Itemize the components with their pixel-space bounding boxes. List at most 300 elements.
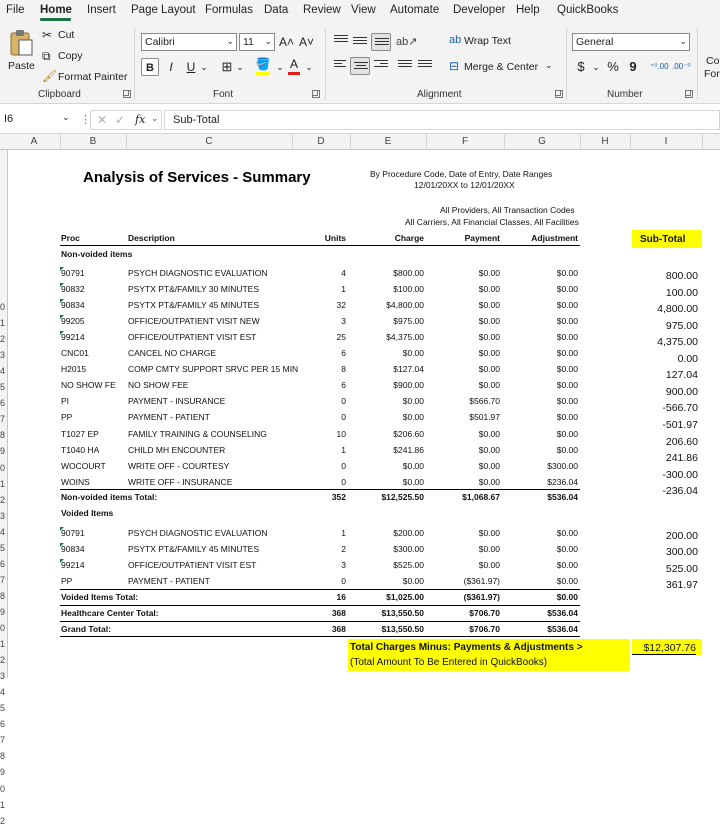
row-header[interactable]: 7 [0,735,6,746]
proc-cell[interactable]: T1027 EP [61,428,99,439]
nonvoided-total-payment: $1,068.67 [462,492,500,502]
format-painter-label: Format Painter [58,71,128,83]
proc-cell[interactable]: 99214 [61,560,85,570]
report-filter-providers: All Providers, All Transaction Codes [440,205,575,215]
description-cell[interactable]: PSYTX PT&/FAMILY 30 MINUTES [128,284,259,295]
copy-button[interactable] [42,49,102,63]
charge-cell[interactable]: $975.00 [393,316,424,327]
column-header-f[interactable]: F [461,136,469,147]
adjustment-cell[interactable]: $0.00 [556,560,578,570]
row-header[interactable]: 6 [0,398,6,409]
adjustment-cell[interactable]: $300.00 [547,460,578,471]
description-cell[interactable]: WRITE OFF - INSURANCE [128,476,233,487]
percent-button[interactable]: % [607,59,619,74]
units-cell[interactable]: 3 [341,560,346,570]
units-cell[interactable]: 0 [341,476,346,487]
column-header-c[interactable]: C [205,136,213,147]
column-header-g[interactable]: G [538,136,546,147]
row-header[interactable]: 0 [0,462,6,473]
payment-cell[interactable]: $566.70 [469,396,500,407]
borders-icon[interactable]: ⊞ [221,59,233,74]
units-cell[interactable]: 4 [341,268,346,278]
description-cell[interactable]: COMP CMTY SUPPORT SRVC PER 15 MIN [128,364,299,375]
chevron-down-icon[interactable]: ⌄ [276,62,284,72]
section-voided: Voided Items [61,508,114,518]
row-header[interactable]: 8 [0,430,6,441]
currency-button[interactable]: $ [577,59,585,74]
payment-cell[interactable]: $0.00 [478,380,500,391]
adjustment-cell[interactable]: $0.00 [556,396,578,407]
row-header[interactable]: 0 [0,302,6,312]
report-filter-carriers: All Carriers, All Financial Classes, All Facilities [405,217,579,227]
proc-cell[interactable]: WOCOURT [61,460,106,471]
font-name-value: Calibri [145,36,175,48]
adjustment-cell[interactable]: $0.00 [556,444,578,455]
subtotal-cell[interactable]: 300.00 [665,546,698,559]
charge-cell[interactable]: $800.00 [393,268,424,278]
chevron-down-icon: ⌄ [62,112,70,122]
units-cell[interactable]: 1 [341,444,346,455]
header-proc: Proc [61,233,80,243]
nonvoided-total-label: Non-voided items Total: [61,492,158,502]
column-header-d[interactable]: D [317,136,325,147]
proc-cell[interactable]: T1040 HA [61,444,100,455]
row-header[interactable]: 2 [0,494,6,505]
chevron-down-icon: ⌄ [226,36,234,46]
scissors-icon: ✂ [42,28,53,42]
proc-cell[interactable]: 90834 [61,300,85,311]
proc-cell[interactable]: PI [61,396,70,407]
units-cell[interactable]: 0 [341,576,346,586]
menu-home[interactable]: Home [40,4,72,16]
increase-decimal-icon[interactable]: ⁺⁰.00 [650,62,669,71]
conditional-format-label[interactable]: Co [706,55,720,67]
formula-controls [90,110,162,130]
payment-cell[interactable]: $0.00 [478,460,500,471]
units-cell[interactable]: 6 [341,380,346,391]
voided-total-payment: ($361.97) [463,592,500,602]
header-units: Units [324,233,346,243]
row-header[interactable]: 9 [0,446,6,457]
divider [325,28,326,100]
proc-cell[interactable]: PP [61,576,73,586]
adjustment-cell[interactable]: $0.00 [556,332,578,343]
adjustment-cell[interactable]: $236.04 [547,476,578,487]
units-cell[interactable]: 8 [341,364,346,375]
description-cell[interactable]: PAYMENT - INSURANCE [128,396,226,407]
cut-label: Cut [58,29,75,41]
orientation-icon[interactable]: ab↗ [396,36,418,48]
footer-total[interactable]: $12,307.76 [632,642,696,655]
charge-cell[interactable]: $241.86 [393,444,424,455]
wrap-text-button[interactable] [449,34,519,50]
menu-bar [0,0,720,22]
font-group-label: Font [213,89,234,100]
menu-help[interactable]: Help [516,4,540,16]
subtotal-cell[interactable]: 200.00 [665,530,698,542]
units-cell[interactable]: 0 [341,412,346,423]
units-cell[interactable]: 1 [341,284,346,295]
menu-formulas[interactable]: Formulas [205,4,253,16]
clipboard-launcher-icon[interactable] [123,90,131,98]
description-cell[interactable]: PSYTX PT&/FAMILY 45 MINUTES [128,300,259,311]
row-header[interactable]: 6 [0,558,6,569]
row-header[interactable]: 7 [0,574,6,585]
adjustment-cell[interactable]: $0.00 [556,380,578,391]
units-cell[interactable]: 3 [341,316,346,327]
charge-cell[interactable]: $0.00 [402,396,424,407]
row-headers [0,150,8,826]
voided-total-units: 16 [336,592,346,602]
confirm-icon[interactable]: ✓ [115,113,126,127]
grand-total-adjustment: $536.04 [547,624,578,634]
number-group-label: Number [607,89,643,100]
row-header[interactable]: 5 [0,703,6,714]
chevron-down-icon[interactable]: ⌄ [200,62,208,72]
charge-cell[interactable]: $127.04 [393,364,424,375]
menu-developer[interactable]: Developer [453,4,506,16]
voided-total-adjustment: $0.00 [556,592,578,602]
payment-cell[interactable]: $0.00 [478,544,500,554]
active-tab-indicator [40,18,71,21]
nonvoided-total-charge: $12,525.50 [381,492,424,502]
subtotal-cell[interactable]: 0.00 [677,352,698,365]
divider [697,28,698,100]
description-cell[interactable]: PSYCH DIAGNOSTIC EVALUATION [128,528,268,538]
header-charge: Charge [394,233,424,243]
description-cell[interactable]: NO SHOW FEE [128,380,189,391]
row-header[interactable]: 0 [0,623,6,633]
menu-insert[interactable]: Insert [87,4,116,16]
subtotal-cell[interactable]: 206.60 [665,435,698,448]
subtotal-cell[interactable]: 4,800.00 [657,303,698,316]
payment-cell[interactable]: $0.00 [478,528,500,538]
header-adjustment: Adjustment [531,233,578,243]
center-total-units: 368 [331,608,346,618]
payment-cell[interactable]: $501.97 [469,412,500,423]
chevron-down-icon[interactable]: ⌄ [592,62,600,72]
row-header[interactable]: 7 [0,414,6,425]
subtotal-cell[interactable]: 800.00 [665,270,698,282]
nonvoided-total-adjustment: $536.04 [547,492,578,502]
decrease-decimal-icon[interactable]: .00⁻⁰ [672,62,691,71]
merge-center-button[interactable] [449,60,553,76]
wrap-text-label: Wrap Text [464,35,511,47]
subtotal-cell[interactable]: 100.00 [665,286,698,299]
center-total-charge: $13,550.50 [381,608,424,618]
divider [60,245,580,246]
italic-button[interactable]: I [169,60,173,74]
units-cell[interactable]: 6 [341,348,346,359]
align-left-icon[interactable] [334,60,348,72]
subtotal-cell[interactable]: 127.04 [665,369,698,382]
insert-function-button[interactable]: fx [135,113,146,126]
payment-cell[interactable]: $0.00 [478,428,500,439]
header-payment: Payment [464,233,500,243]
proc-cell[interactable]: 90832 [61,284,85,295]
description-cell[interactable]: PAYMENT - PATIENT [128,412,210,423]
chevron-down-icon: ⌄ [545,60,553,70]
row-header[interactable]: 1 [0,799,6,810]
units-cell[interactable]: 1 [341,528,346,538]
cancel-icon[interactable]: ✕ [97,113,108,127]
adjustment-cell[interactable]: $0.00 [556,268,578,278]
copy-label: Copy [58,50,83,62]
number-format-select[interactable] [572,33,690,51]
description-cell[interactable]: WRITE OFF - COURTESY [128,460,230,471]
subtotal-cell[interactable]: 241.86 [665,452,698,465]
proc-cell[interactable]: H2015 [61,364,87,375]
proc-cell[interactable]: 90791 [61,268,85,278]
payment-cell[interactable]: ($361.97) [463,576,500,586]
header-description: Description [128,233,175,243]
alignment-launcher-icon[interactable] [555,90,563,98]
subtotal-cell[interactable]: 4,375.00 [657,336,698,349]
description-cell[interactable]: PAYMENT - PATIENT [128,576,210,586]
formula-input[interactable]: Sub-Total [164,110,720,130]
adjustment-cell[interactable]: $0.00 [556,412,578,423]
units-cell[interactable]: 32 [336,300,346,311]
row-header[interactable]: 1 [0,478,6,489]
charge-cell[interactable]: $0.00 [402,576,424,586]
menu-page-layout[interactable]: Page Layout [131,4,196,16]
more-options-icon[interactable]: ⋮ [80,114,91,126]
footer-caption: Total Charges Minus: Payments & Adjustments > [350,642,583,653]
grand-total-label: Grand Total: [61,624,111,634]
proc-cell[interactable]: NO SHOW FE [61,380,116,391]
align-top-icon[interactable] [334,35,348,47]
align-center-button[interactable] [350,57,370,75]
payment-cell[interactable]: $0.00 [478,332,500,343]
description-cell[interactable]: OFFICE/OUTPATIENT VISIT EST [128,560,257,570]
bold-button[interactable]: B [141,58,159,76]
proc-cell[interactable]: 99214 [61,332,85,343]
subtotal-cell[interactable]: -501.97 [662,418,698,431]
charge-cell[interactable]: $0.00 [402,348,424,359]
column-header-b[interactable]: B [89,136,97,147]
payment-cell[interactable]: $0.00 [478,364,500,375]
adjustment-cell[interactable]: $0.00 [556,284,578,295]
description-cell[interactable]: OFFICE/OUTPATIENT VISIT EST [128,332,257,343]
adjustment-cell[interactable]: $0.00 [556,364,578,375]
name-box[interactable] [0,110,76,130]
comma-style-button[interactable]: 9 [629,59,637,74]
subtotal-cell[interactable]: 361.97 [665,579,698,592]
payment-cell[interactable]: $0.00 [478,476,500,487]
row-header[interactable]: 9 [0,606,6,617]
payment-cell[interactable]: $0.00 [478,444,500,455]
voided-total-charge: $1,025.00 [386,592,424,602]
charge-cell[interactable]: $300.00 [393,544,424,554]
row-header[interactable]: 2 [0,334,6,345]
charge-cell[interactable]: $4,800.00 [386,300,424,311]
alignment-group-label: Alignment [417,89,462,100]
font-launcher-icon[interactable] [312,90,320,98]
description-cell[interactable]: PSYTX PT&/FAMILY 45 MINUTES [128,544,259,554]
proc-cell[interactable]: 90791 [61,528,85,538]
charge-cell[interactable]: $0.00 [402,412,424,423]
align-right-icon[interactable] [374,60,388,72]
center-total-adjustment: $536.04 [547,608,578,618]
row-header[interactable]: 2 [0,655,6,666]
chevron-down-icon: ⌄ [151,113,159,123]
row-header[interactable]: 3 [0,671,6,682]
divider [60,621,580,622]
subtotal-cell[interactable]: 900.00 [665,385,698,398]
charge-cell[interactable]: $206.60 [393,428,424,439]
column-header-a[interactable]: A [30,136,38,147]
description-cell[interactable]: FAMILY TRAINING & COUNSELING [128,428,267,439]
row-header[interactable]: 4 [0,687,6,698]
description-cell[interactable]: CHILD MH ENCOUNTER [128,444,226,455]
column-header-e[interactable]: E [384,136,392,147]
paint-bucket-icon: 🪣 [255,57,271,71]
report-subtitle: By Procedure Code, Date of Entry, Date Ranges [370,169,553,179]
increase-font-button[interactable]: A˄ [279,35,295,49]
row-header[interactable]: 2 [0,815,6,826]
adjustment-cell[interactable]: $0.00 [556,300,578,311]
charge-cell[interactable]: $200.00 [393,528,424,538]
row-header[interactable]: 4 [0,526,6,537]
subtotal-cell[interactable]: 975.00 [665,319,698,332]
clipboard-group-label: Clipboard [38,89,81,100]
fill-color-button[interactable] [255,58,275,76]
row-header[interactable]: 4 [0,366,6,377]
proc-cell[interactable]: WOINS [61,476,90,487]
row-header[interactable]: 5 [0,382,6,393]
charge-cell[interactable]: $0.00 [402,476,424,487]
payment-cell[interactable]: $0.00 [478,300,500,311]
row-header[interactable]: 3 [0,510,6,521]
chevron-down-icon[interactable]: ⌄ [236,62,244,72]
menu-automate[interactable]: Automate [390,4,440,16]
divider [60,489,580,490]
underline-button[interactable]: U [186,60,196,74]
adjustment-cell[interactable]: $0.00 [556,576,578,586]
row-header[interactable]: 8 [0,751,6,762]
section-nonvoided: Non-voided items [61,249,133,259]
menu-file[interactable]: File [6,4,25,16]
menu-quickbooks[interactable]: QuickBooks [557,4,619,16]
subtotal-cell[interactable]: -300.00 [662,468,698,481]
column-headers [0,134,720,150]
merge-icon: ⊟ [449,59,460,73]
proc-cell[interactable]: 90834 [61,544,85,554]
charge-cell[interactable]: $900.00 [393,380,424,391]
copy-icon: ⧉ [42,49,51,63]
row-header[interactable]: 9 [0,767,6,778]
format-as-table-label[interactable]: For [704,68,720,80]
report-date-range: 12/01/20XX to 12/01/20XX [414,180,515,190]
center-total-label: Healthcare Center Total: [61,608,159,618]
formula-bar [0,104,720,134]
align-center-icon [354,62,368,74]
payment-cell[interactable]: $0.00 [478,348,500,359]
nonvoided-total-units: 352 [331,492,346,502]
charge-cell[interactable]: $100.00 [393,284,424,295]
row-header[interactable]: 8 [0,590,6,601]
font-color-swatch [288,72,300,75]
payment-cell[interactable]: $0.00 [478,284,500,295]
subtotal-cell[interactable]: -236.04 [662,485,698,498]
fill-color-swatch [256,72,270,75]
align-middle-icon[interactable] [353,37,367,49]
charge-cell[interactable]: $4,375.00 [386,332,424,343]
name-box-value: I6 [4,113,14,125]
units-cell[interactable]: 0 [341,396,346,407]
units-cell[interactable]: 25 [336,332,346,343]
units-cell[interactable]: 10 [336,428,346,439]
format-painter-button[interactable] [42,70,126,84]
font-size-select[interactable] [239,33,275,51]
row-header[interactable]: 6 [0,719,6,730]
grand-total-charge: $13,550.50 [381,624,424,634]
increase-indent-icon[interactable] [418,60,432,72]
description-cell[interactable]: OFFICE/OUTPATIENT VISIT NEW [128,316,260,327]
charge-cell[interactable]: $525.00 [393,560,424,570]
font-color-button[interactable] [287,58,303,76]
payment-cell[interactable]: $0.00 [478,316,500,327]
description-cell[interactable]: CANCEL NO CHARGE [128,348,217,359]
description-cell[interactable]: PSYCH DIAGNOSTIC EVALUATION [128,268,268,278]
chevron-down-icon: ⌄ [264,36,272,46]
align-bottom-button[interactable] [371,33,391,51]
adjustment-cell[interactable]: $0.00 [556,428,578,439]
paste-button[interactable] [6,26,36,82]
voided-total-label: Voided Items Total: [61,592,139,602]
font-name-select[interactable] [141,33,237,51]
proc-cell[interactable]: 99205 [61,316,85,327]
payment-cell[interactable]: $0.00 [478,560,500,570]
adjustment-cell[interactable]: $0.00 [556,528,578,538]
row-header[interactable]: 3 [0,350,6,361]
chevron-down-icon: ⌄ [679,36,687,46]
units-cell[interactable]: 2 [341,544,346,554]
subtotal-cell[interactable]: -566.70 [662,402,698,415]
row-header[interactable]: 0 [0,783,6,794]
menu-review[interactable]: Review [303,4,341,16]
decrease-indent-icon[interactable] [398,60,412,72]
column-header-i[interactable]: I [664,136,668,147]
charge-cell[interactable]: $0.00 [402,460,424,471]
row-header[interactable]: 1 [0,318,6,329]
grand-total-units: 368 [331,624,346,634]
chevron-down-icon[interactable]: ⌄ [305,62,313,72]
paste-label: Paste [8,60,35,72]
adjustment-cell[interactable]: $0.00 [556,544,578,554]
proc-cell[interactable]: PP [61,412,73,423]
decrease-font-button[interactable]: A˅ [299,35,315,49]
payment-cell[interactable]: $0.00 [478,268,500,278]
row-header[interactable]: 1 [0,639,6,650]
subtotal-cell[interactable]: 525.00 [665,562,698,575]
column-header-h[interactable]: H [601,136,609,147]
menu-view[interactable]: View [351,4,376,16]
adjustment-cell[interactable]: $0.00 [556,316,578,327]
row-header[interactable]: 5 [0,542,6,553]
number-launcher-icon[interactable] [685,90,693,98]
units-cell[interactable]: 0 [341,460,346,471]
grand-total-payment: $706.70 [469,624,500,634]
paintbrush-icon: 🖌 [42,69,58,83]
menu-data[interactable]: Data [264,4,289,16]
cut-button[interactable] [42,28,92,42]
proc-cell[interactable]: CNC01 [61,348,89,359]
report-title: Analysis of Services - Summary [83,169,311,186]
wrap-text-icon: ab [449,34,462,46]
header-subtotal[interactable]: Sub-Total [640,234,686,245]
adjustment-cell[interactable]: $0.00 [556,348,578,359]
